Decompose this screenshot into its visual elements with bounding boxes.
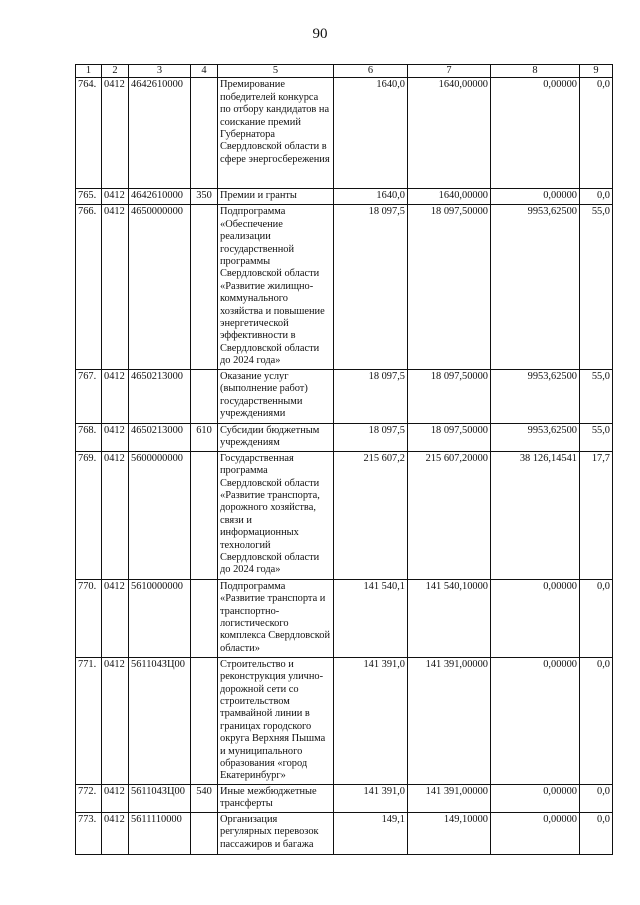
planned-amount: 141 540,1 (334, 579, 408, 657)
table-row (76, 579, 613, 657)
target-article-code: 4642610000 (129, 78, 191, 189)
planned-amount-precise: 1640,00000 (408, 78, 491, 189)
execution-percent: 0,0 (580, 812, 613, 854)
planned-amount-precise: 149,10000 (408, 812, 491, 854)
page-number: 90 (312, 26, 328, 42)
expense-name: Подпрограмма «Развитие транспорта и транспортно-логистического комплекса Свердловской области» (218, 579, 334, 657)
header-cell: 7 (408, 65, 491, 78)
executed-amount: 9953,62500 (491, 205, 580, 369)
expense-type-code: 540 (191, 784, 218, 812)
row-number: 766. (76, 205, 102, 369)
section-code: 0412 (102, 812, 129, 854)
expense-type-code (191, 205, 218, 369)
planned-amount: 141 391,0 (334, 657, 408, 784)
planned-amount: 149,1 (334, 812, 408, 854)
planned-amount: 1640,0 (334, 189, 408, 205)
target-article-code: 561104ЗЦ00 (129, 657, 191, 784)
table-row (76, 369, 613, 423)
execution-percent: 55,0 (580, 369, 613, 423)
executed-amount: 0,00000 (491, 812, 580, 854)
target-article-code: 4642610000 (129, 189, 191, 205)
planned-amount: 1640,0 (334, 78, 408, 189)
header-cell: 6 (334, 65, 408, 78)
execution-percent: 0,0 (580, 78, 613, 189)
expense-name: Государственная программа Свердловской области «Развитие транспорта, дорожного хозяйства, связи и информационных технологий Свердловской области до 2024 года» (218, 451, 334, 579)
execution-percent: 0,0 (580, 579, 613, 657)
executed-amount: 9953,62500 (491, 369, 580, 423)
row-number: 771. (76, 657, 102, 784)
row-number: 773. (76, 812, 102, 854)
section-code: 0412 (102, 451, 129, 579)
expense-type-code: 350 (191, 189, 218, 205)
executed-amount: 38 126,14541 (491, 451, 580, 579)
planned-amount-precise: 141 391,00000 (408, 784, 491, 812)
expense-type-code (191, 451, 218, 579)
expense-name: Оказание услуг (выполнение работ) государственными учреждениями (218, 369, 334, 423)
expense-name: Строительство и реконструкция улично-дорожной сети со строительством трамвайной линии в границах городского округа Верхняя Пышма и муниципального образования «город Екатеринбург» (218, 657, 334, 784)
section-code: 0412 (102, 579, 129, 657)
table-row (76, 78, 613, 189)
section-code: 0412 (102, 78, 129, 189)
planned-amount-precise: 18 097,50000 (408, 205, 491, 369)
table-row (76, 812, 613, 854)
executed-amount: 0,00000 (491, 78, 580, 189)
table-row (76, 423, 613, 451)
expense-type-code (191, 579, 218, 657)
expense-type-code (191, 657, 218, 784)
planned-amount-precise: 18 097,50000 (408, 423, 491, 451)
execution-percent: 55,0 (580, 205, 613, 369)
target-article-code: 5610000000 (129, 579, 191, 657)
planned-amount-precise: 18 097,50000 (408, 369, 491, 423)
executed-amount: 0,00000 (491, 189, 580, 205)
row-number: 768. (76, 423, 102, 451)
table-row (76, 784, 613, 812)
executed-amount: 0,00000 (491, 784, 580, 812)
expense-type-code (191, 78, 218, 189)
row-number: 765. (76, 189, 102, 205)
target-article-code: 4650213000 (129, 369, 191, 423)
target-article-code: 5611110000 (129, 812, 191, 854)
expense-name: Организация регулярных перевозок пассажиров и багажа (218, 812, 334, 854)
header-cell: 8 (491, 65, 580, 78)
target-article-code: 4650000000 (129, 205, 191, 369)
planned-amount-precise: 1640,00000 (408, 189, 491, 205)
table-header-row (76, 65, 613, 78)
row-number: 770. (76, 579, 102, 657)
table-row (76, 451, 613, 579)
table-row (76, 205, 613, 369)
planned-amount: 215 607,2 (334, 451, 408, 579)
row-number: 764. (76, 78, 102, 189)
section-code: 0412 (102, 657, 129, 784)
expense-name: Иные межбюджетные трансферты (218, 784, 334, 812)
header-cell: 9 (580, 65, 613, 78)
planned-amount: 18 097,5 (334, 423, 408, 451)
table-row (76, 189, 613, 205)
row-number: 767. (76, 369, 102, 423)
execution-percent: 55,0 (580, 423, 613, 451)
expense-name: Премии и гранты (218, 189, 334, 205)
executed-amount: 9953,62500 (491, 423, 580, 451)
header-cell: 1 (76, 65, 102, 78)
header-cell: 4 (191, 65, 218, 78)
expense-name: Субсидии бюджетным учреждениям (218, 423, 334, 451)
planned-amount-precise: 215 607,20000 (408, 451, 491, 579)
execution-percent: 0,0 (580, 784, 613, 812)
expense-type-code (191, 812, 218, 854)
section-code: 0412 (102, 189, 129, 205)
expense-type-code (191, 369, 218, 423)
expense-type-code: 610 (191, 423, 218, 451)
row-number: 769. (76, 451, 102, 579)
expense-name: Премирование победителей конкурса по отбору кандидатов на соискание премий Губернатора Свердловской области в сфере энергосбережения (218, 78, 334, 189)
section-code: 0412 (102, 369, 129, 423)
header-cell: 5 (218, 65, 334, 78)
execution-percent: 0,0 (580, 657, 613, 784)
section-code: 0412 (102, 784, 129, 812)
target-article-code: 4650213000 (129, 423, 191, 451)
header-cell: 3 (129, 65, 191, 78)
header-cell: 2 (102, 65, 129, 78)
planned-amount: 18 097,5 (334, 205, 408, 369)
budget-table (75, 64, 613, 855)
planned-amount: 141 391,0 (334, 784, 408, 812)
planned-amount-precise: 141 540,10000 (408, 579, 491, 657)
expense-name: Подпрограмма «Обеспечение реализации государственной программы Свердловской области «Развитие жилищно-коммунального хозяйства и повышение энергетической эффективности в Свердловской области до 2024 года» (218, 205, 334, 369)
planned-amount: 18 097,5 (334, 369, 408, 423)
target-article-code: 5600000000 (129, 451, 191, 579)
row-number: 772. (76, 784, 102, 812)
planned-amount-precise: 141 391,00000 (408, 657, 491, 784)
execution-percent: 17,7 (580, 451, 613, 579)
section-code: 0412 (102, 205, 129, 369)
table-row (76, 657, 613, 784)
target-article-code: 561104ЗЦ00 (129, 784, 191, 812)
section-code: 0412 (102, 423, 129, 451)
executed-amount: 0,00000 (491, 657, 580, 784)
executed-amount: 0,00000 (491, 579, 580, 657)
execution-percent: 0,0 (580, 189, 613, 205)
